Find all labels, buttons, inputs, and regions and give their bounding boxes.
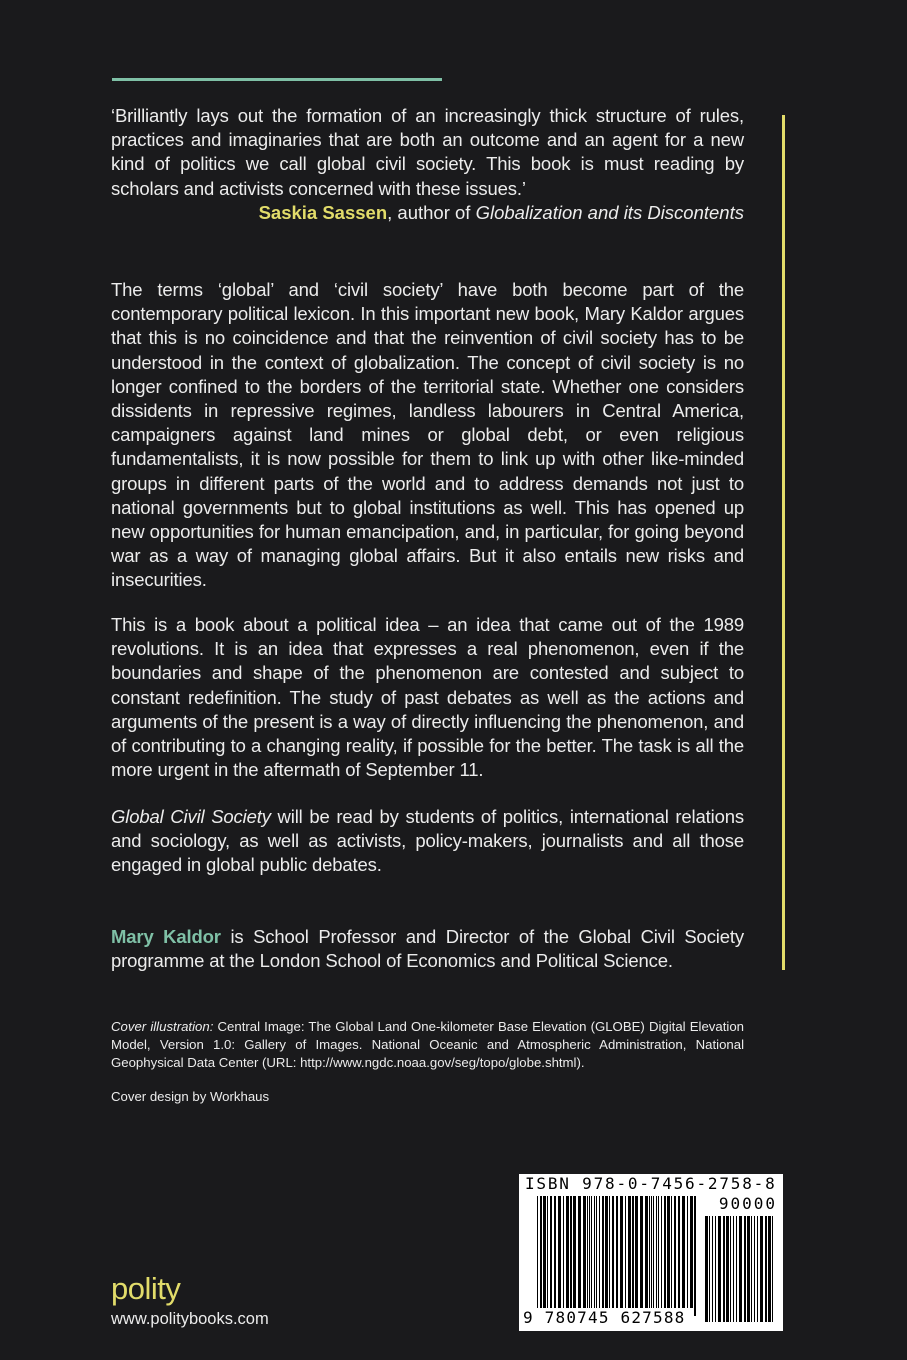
- barcode-addon-bar: [726, 1216, 729, 1322]
- barcode-bar: [625, 1196, 626, 1308]
- barcode-bar: [620, 1196, 623, 1308]
- barcode-bar: [537, 1196, 538, 1316]
- barcode-addon-bar: [705, 1216, 708, 1322]
- barcode-bar: [599, 1196, 600, 1308]
- ean-digits: 9 780745 627588: [523, 1308, 686, 1327]
- author-name: Mary Kaldor: [111, 926, 221, 947]
- barcode-bar: [658, 1196, 659, 1308]
- barcode-bar: [609, 1196, 610, 1308]
- barcode-bar: [640, 1196, 643, 1308]
- barcode-addon-bar: [744, 1216, 746, 1322]
- quote-text: ‘Brilliantly lays out the formation of an increasingly thick structure of rules, practices and imaginaries that are both an outcome and an agent for a new kind of politics we call global civil society. This book is must reading by scholars and activists concerned with these issues.’: [111, 105, 744, 199]
- barcode-bar: [583, 1196, 586, 1308]
- barcode-bar: [563, 1196, 564, 1308]
- barcode-addon-bar: [723, 1216, 725, 1322]
- barcode-addon-bar: [718, 1216, 721, 1322]
- barcode-addon-bar: [715, 1216, 716, 1322]
- barcode-bar: [591, 1196, 592, 1308]
- barcode-bar: [649, 1196, 650, 1308]
- barcode-bar: [694, 1196, 696, 1316]
- barcode-bar: [651, 1196, 652, 1308]
- barcode-bar: [594, 1196, 595, 1308]
- barcode-bar: [602, 1196, 604, 1308]
- cover-design-credit: [111, 1088, 744, 1106]
- endorsement-quote: [111, 104, 744, 225]
- barcode-addon-bar: [765, 1216, 767, 1322]
- quote-author-suffix: , author of: [387, 201, 476, 223]
- barcode-addon-bar: [754, 1216, 755, 1322]
- barcode-addon-bar: [739, 1216, 742, 1322]
- barcode-addon-bar: [712, 1216, 713, 1322]
- blurb-text-2: This is a book about a political idea – an idea that came out of the 1989 revolutions. It is an idea that expresses a real phenomenon, even if the boundaries and shape of the phenomenon are contested and subject to constant redefinition. The study of past debates as well as the actions and arguments of the present is a way of directly influencing the phenomenon, and of contributing to a changing reality, if possible for the better. The task is all the more urgent in the aftermath of September 11.: [111, 614, 744, 781]
- barcode-addon-bar: [736, 1216, 737, 1322]
- barcode-bar: [678, 1196, 680, 1308]
- blurb-text-3: Global Civil Society will be read by students of politics, international relations and sociology, as well as activists, policy-makers, journalists and all those engaged in global public debates.: [111, 806, 744, 876]
- barcode-addon-bar: [751, 1216, 752, 1322]
- design-credit-text: Cover design by Workhaus: [111, 1089, 270, 1104]
- blurb-paragraph-2: [111, 613, 744, 782]
- barcode-bar: [554, 1196, 556, 1308]
- right-accent-rule: [782, 115, 785, 970]
- publisher-logo: polity: [111, 1271, 181, 1306]
- book-title: Global Civil Society: [111, 806, 271, 827]
- blurb-paragraph-3: [111, 805, 744, 878]
- barcode-addon-bar: [709, 1216, 710, 1322]
- barcode-bar: [661, 1196, 662, 1308]
- barcode-addon-bar: [733, 1216, 734, 1322]
- price-addon-code: 90000: [718, 1194, 777, 1213]
- barcode-bar: [612, 1196, 614, 1308]
- barcode-addon-bar: [768, 1216, 771, 1322]
- author-bio: [111, 925, 744, 973]
- barcode-addon-bar: [772, 1216, 773, 1322]
- barcode-bar: [547, 1196, 548, 1308]
- barcode-bar: [671, 1196, 672, 1308]
- barcode-addon-bar: [760, 1216, 763, 1322]
- cover-illustration-credit: [111, 1018, 744, 1072]
- barcode-bar: [632, 1196, 634, 1308]
- barcode-addon-bar: [757, 1216, 758, 1322]
- barcode-bar: [578, 1196, 581, 1308]
- isbn-barcode: [519, 1174, 783, 1331]
- barcode-bar: [589, 1196, 590, 1308]
- barcode-bar: [570, 1196, 572, 1308]
- barcode-bar: [550, 1196, 552, 1308]
- barcode-addon-bar: [747, 1216, 750, 1322]
- barcode-bar: [616, 1196, 618, 1316]
- author-bio-text: Mary Kaldor is School Professor and Director of the Global Civil Society programme at the London School of Economics and Political Science.: [111, 926, 744, 972]
- top-accent-rule: [112, 78, 442, 81]
- isbn-number: ISBN 978-0-7456-2758-8: [525, 1174, 777, 1193]
- barcode-bar: [543, 1196, 546, 1308]
- barcode-bar: [628, 1196, 631, 1308]
- barcode-bar: [605, 1196, 608, 1308]
- barcode-bar: [573, 1196, 576, 1308]
- blurb-paragraph-1: [111, 278, 744, 593]
- barcode-bar: [664, 1196, 666, 1308]
- barcode-bar: [596, 1196, 597, 1308]
- barcode-bar: [540, 1196, 542, 1316]
- quote-attribution: [111, 201, 744, 225]
- barcode-bar: [682, 1196, 685, 1308]
- illustration-credit-text: Cover illustration: Central Image: The Global Land One-kilometer Base Elevation (GLOBE) Digital Elevation Model, Version 1.0: Gallery of Images. National Oceanic and Atmospheric Administration, National Geophysical Data Center (URL: http://www.ngdc.noaa.gov/seg/topo/globe.shtml).: [111, 1019, 744, 1070]
- barcode-bar: [656, 1196, 657, 1308]
- barcode-bar: [667, 1196, 670, 1308]
- quote-author: Saskia Sassen: [258, 201, 388, 223]
- barcode-bar: [566, 1196, 569, 1308]
- barcode-bar: [558, 1196, 561, 1308]
- barcode-bar: [687, 1196, 688, 1308]
- barcode-bar: [690, 1196, 693, 1308]
- publisher-url: www.politybooks.com: [111, 1310, 269, 1328]
- barcode-bar: [674, 1196, 676, 1308]
- illustration-label: Cover illustration:: [111, 1019, 214, 1034]
- barcode-bar: [645, 1196, 648, 1308]
- blurb-text-1: The terms ‘global’ and ‘civil society’ have both become part of the contemporary political lexicon. In this important new book, Mary Kaldor argues that this is no coincidence and that the reinvention of civil society has to be understood in the context of globalization. The concept of civil society is no longer confined to the borders of the territorial state. Whether one considers dissidents in repressive regimes, landless labourers in Central America, campaigners against land mines or global debt, or even religious fundamentalists, it is now possible for them to link up with other like-minded groups in different parts of the world and to address demands not just to national governments but to global institutions as well. This has opened up new opportunities for human emancipation, and, in particular, for going beyond war as a way of managing global affairs. But it also entails new risks and insecurities.: [111, 279, 744, 591]
- quote-book-title: Globalization and its Discontents: [475, 201, 744, 223]
- barcode-addon-bar: [730, 1216, 731, 1322]
- barcode-bar: [635, 1196, 638, 1308]
- barcode-bar: [587, 1196, 588, 1308]
- barcode-bar: [653, 1196, 654, 1308]
